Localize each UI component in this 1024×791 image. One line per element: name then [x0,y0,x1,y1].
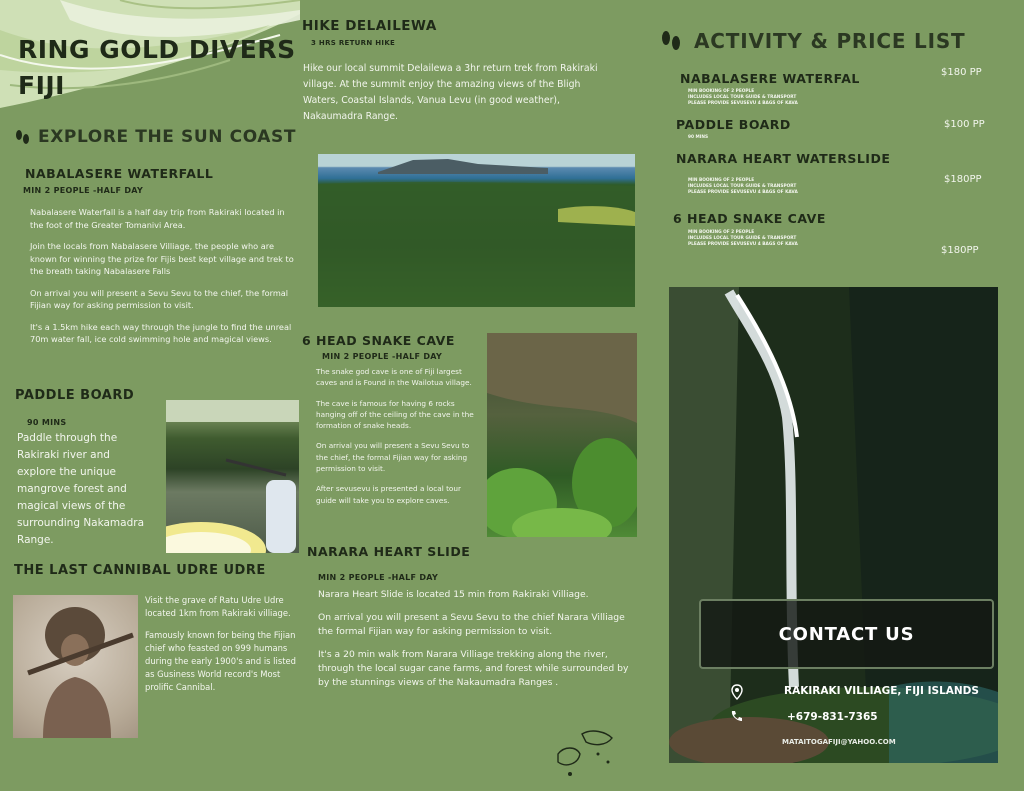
price-item-note: 90 MINS [688,135,709,140]
price-item-price: $100 PP [944,119,985,130]
explore-heading [14,127,296,147]
narara-body [318,588,636,699]
price-item-note: PLEASE PROVIDE SEVUSEVU 4 BAGS OF KAVA [688,101,798,106]
paddle-sub: 90 MINS [27,418,67,427]
cannibal-paragraph: Visit the grave of Ratu Udre Udre located 1km from Rakiraki villiage. [145,595,291,618]
price-item-price: $180 PP [941,67,982,78]
brand-title [18,32,296,104]
footprints-icon [14,128,30,146]
price-item-notes [688,230,798,248]
contact-us-box[interactable] [699,599,994,669]
price-item-notes [688,89,798,107]
price-item-name: NARARA HEART WATERSLIDE [676,151,891,166]
narara-sub: MIN 2 PEOPLE -HALF DAY [318,573,439,582]
contact-location: RAKIRAKI VILLIAGE, FIJI ISLANDS [784,685,979,697]
price-item-name: PADDLE BOARD [676,117,791,132]
cannibal-body [145,594,303,703]
nabalasere-sub: MIN 2 PEOPLE -HALF DAY [23,186,144,195]
price-item-note: PLEASE PROVIDE SEVUSEVU 4 BAGS OF KAVA [688,242,798,247]
narara-paragraph: It's a 20 min walk from Narara Villiage trekking along the river, through the local sugar cane farms, and forest while surrounded by by the stunnings views of the Nakaumadra Ranges . [318,649,629,688]
snake-paragraph: The snake god cave is one of Fiji largest caves and is Found in the Wailotua village. [316,367,472,388]
nabalasere-paragraph: On arrival you will present a Sevu Sevu to the chief, the formal Fijian way for asking permission to visit. [30,287,289,310]
cannibal-title: THE LAST CANNIBAL UDRE UDRE [14,563,266,578]
hike-landscape-photo [318,154,635,307]
phone-icon [730,710,742,722]
paddle-board-photo [166,400,299,553]
price-item-notes [688,178,798,196]
hike-title: HIKE DELAILEWA [302,18,437,34]
narara-title: NARARA HEART SLIDE [307,544,471,559]
price-item-note: INCLUDES LOCAL TOUR GUIDE & TRANSPORT [688,95,797,100]
price-item-note: MIN BOOKING OF 2 PEOPLE [688,89,755,94]
snake-paragraph: On arrival you will present a Sevu Sevu to the chief, the formal Fijian way for asking permission to visit. [316,441,470,474]
price-list-title: ACTIVITY & PRICE LIST [694,29,966,53]
price-item-note: INCLUDES LOCAL TOUR GUIDE & TRANSPORT [688,236,797,241]
hike-text: Hike our local summit Delailewa a 3hr return trek from Rakiraki village. At the summit enjoy the amazing views of the Bligh Waters, Coastal Islands, Vanua Levu (in good weather), Nakaumadra Range. [303,63,598,122]
paddle-text: Paddle through the Rakiraki river and explore the unique mangrove forest and magical views of the surrounding Nakamadra Range. [17,432,145,546]
price-item-name: NABALASERE WATERFAL [680,71,860,86]
price-item-note: MIN BOOKING OF 2 PEOPLE [688,178,755,183]
cannibal-portrait [13,595,138,738]
price-list-heading [660,29,966,53]
price-item-name: 6 HEAD SNAKE CAVE [673,211,826,226]
snake-body [316,366,482,515]
explore-title: EXPLORE THE SUN COAST [38,127,297,147]
snake-paragraph: The cave is famous for having 6 rocks hanging off of the ceiling of the cave in the formation of snake heads. [316,398,474,431]
paddle-title: PADDLE BOARD [15,388,135,403]
price-item-price: $180PP [944,174,982,185]
nabalasere-paragraph: Join the locals from Nabalasere Villiage, the people who are known for winning the prize for Fijis best kept village and trek to the breath taking Nabalasere Falls [30,241,294,276]
nabalasere-paragraph: Nabalasere Waterfall is a half day trip from Rakiraki located in the foot of the Greater Tomanivi Area. [30,207,285,230]
contact-title: CONTACT US [778,623,915,645]
snake-sub: MIN 2 PEOPLE -HALF DAY [322,352,443,361]
fiji-map-icon [550,724,620,779]
price-item-note: INCLUDES LOCAL TOUR GUIDE & TRANSPORT [688,184,797,189]
price-item-price: $180PP [941,245,979,256]
nabalasere-title: NABALASERE WATERFALL [25,166,214,181]
footprints-icon [660,29,682,53]
narara-paragraph: On arrival you will present a Sevu Sevu to the chief Narara Villiage the formal Fijian way for asking permission to visit. [318,612,625,637]
snake-cave-photo [487,333,637,537]
waterfall-photo [669,287,998,763]
price-item-note: PLEASE PROVIDE SEVUSEVU 4 BAGS OF KAVA [688,190,798,195]
snake-paragraph: After sevusevu is presented a local tour guide will take you to explore caves. [316,484,462,505]
contact-email: MATAITOGAFIJI@YAHOO.COM [782,738,896,746]
price-item-note: MIN BOOKING OF 2 PEOPLE [688,230,755,235]
hike-sub: 3 HRS RETURN HIKE [311,39,396,47]
brand-line-1: RING GOLD DIVERS [18,35,296,64]
brand-line-2: FIJI [18,71,65,100]
contact-phone: +679-831-7365 [787,711,878,723]
nabalasere-body [30,206,295,355]
nabalasere-paragraph: It's a 1.5km hike each way through the jungle to find the unreal 70m water fall, ice cold swimming hole and magical views. [30,321,292,344]
location-pin-icon [731,684,743,700]
cannibal-paragraph: Famously known for being the Fijian chief who feasted on 999 humans during the early 1900's and is listed as Gusiness World record's Most prolific Cannibal. [145,630,296,692]
narara-paragraph: Narara Heart Slide is located 15 min from Rakiraki Villiage. [318,589,589,600]
snake-title: 6 HEAD SNAKE CAVE [302,333,455,348]
